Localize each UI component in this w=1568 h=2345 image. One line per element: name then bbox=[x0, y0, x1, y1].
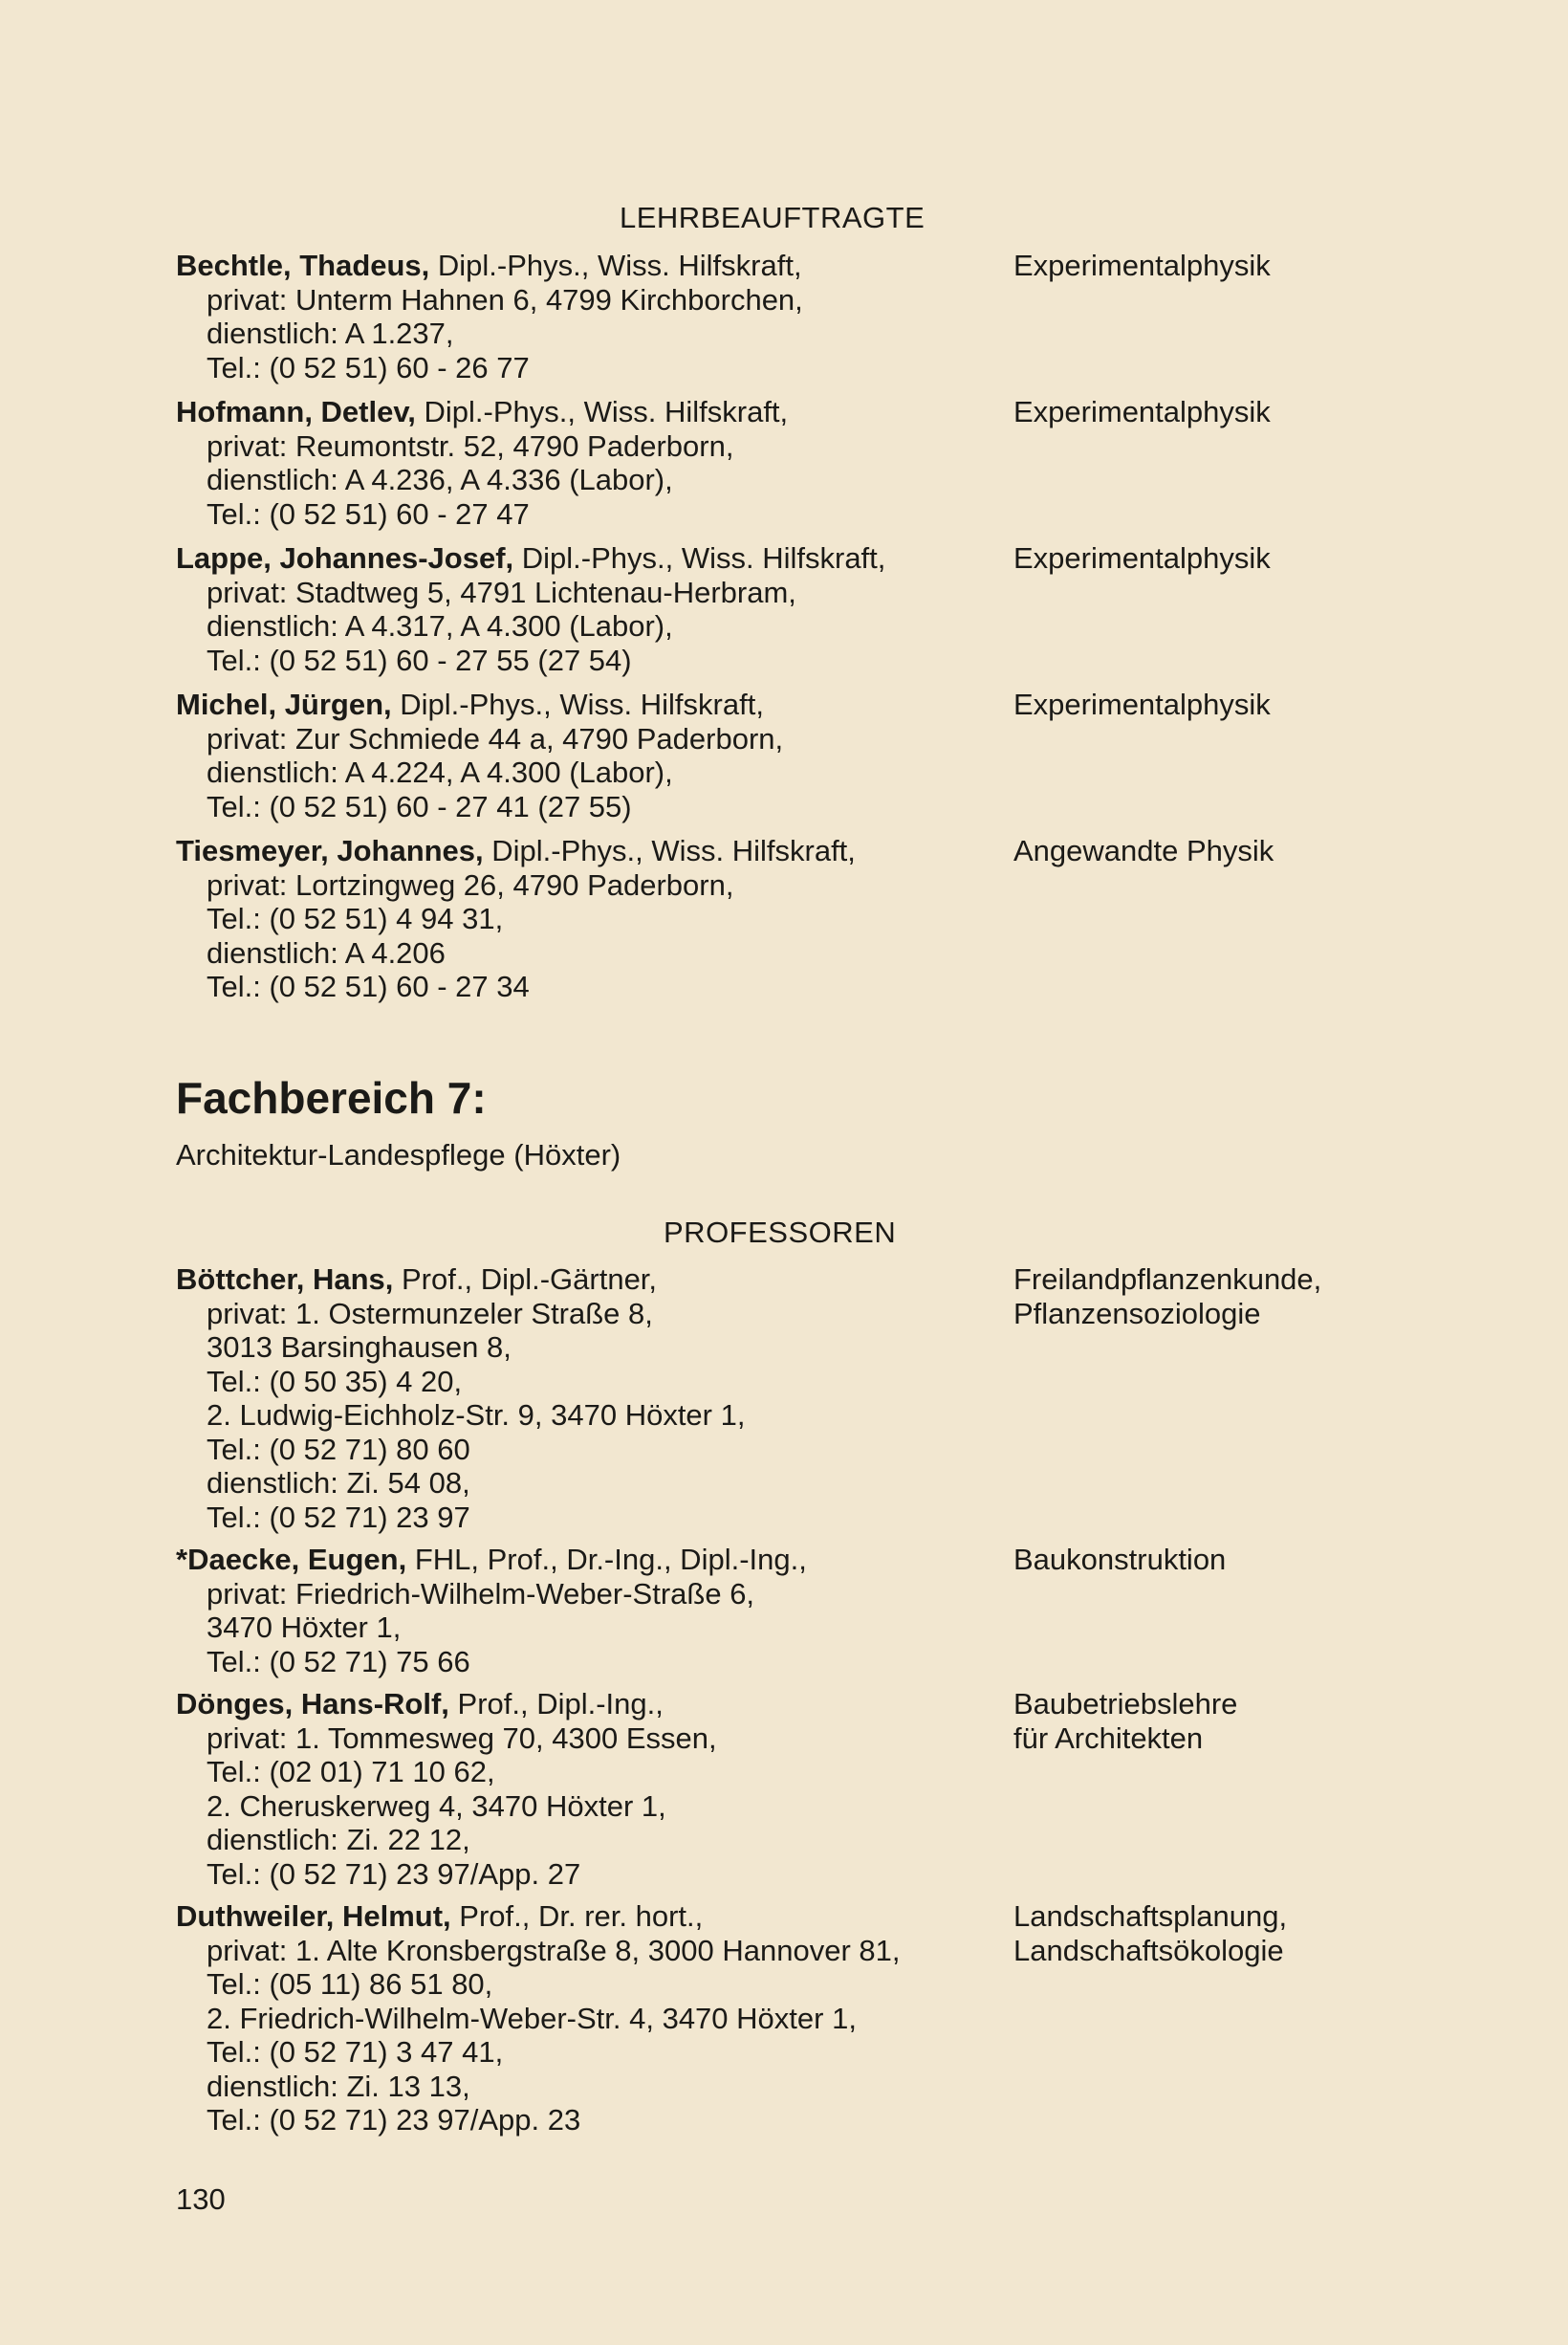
contact-line: privat: Zur Schmiede 44 a, 4790 Paderborn, bbox=[207, 721, 784, 756]
person-name: Hofmann, Detlev, bbox=[176, 395, 416, 428]
contact-line: dienstlich: Zi. 22 12, bbox=[207, 1823, 470, 1856]
entry-heading-line bbox=[176, 1262, 998, 1297]
entry-details bbox=[176, 1899, 998, 2137]
subject-line: Experimentalphysik bbox=[1013, 249, 1271, 282]
entry-heading-line bbox=[176, 1687, 998, 1721]
entry-details bbox=[176, 1543, 998, 1678]
person-title: Prof., Dr. rer. hort., bbox=[450, 1899, 704, 1933]
list-item bbox=[176, 395, 1514, 531]
subject-line: Baubetriebslehre bbox=[1013, 1687, 1238, 1720]
person-title: FHL, Prof., Dr.-Ing., Dipl.-Ing., bbox=[406, 1543, 807, 1576]
contact-line: privat: 1. Tommesweg 70, 4300 Essen, bbox=[207, 1720, 717, 1755]
list-item bbox=[176, 834, 1514, 1004]
subject-area bbox=[1013, 541, 1511, 576]
contact-line: Tel.: (0 52 71) 23 97/App. 23 bbox=[207, 2103, 581, 2137]
contact-line: privat: 1. Alte Kronsbergstraße 8, 3000 Hannover 81, bbox=[207, 1933, 901, 1967]
contact-line: Tel.: (0 52 71) 3 47 41, bbox=[207, 2035, 504, 2069]
subject-area bbox=[1013, 688, 1511, 722]
list-item bbox=[176, 1899, 1514, 2137]
contact-line: privat: Stadtweg 5, 4791 Lichtenau-Herbram, bbox=[207, 575, 796, 609]
contact-line: Tel.: (0 52 71) 23 97/App. 27 bbox=[207, 1856, 581, 1891]
person-name: Duthweiler, Helmut, bbox=[176, 1899, 451, 1933]
contact-line: Tel.: (0 52 71) 23 97 bbox=[207, 1500, 470, 1534]
contact-line: Tel.: (0 52 51) 60 - 27 34 bbox=[207, 970, 530, 1003]
contact-line: Tel.: (0 52 71) 80 60 bbox=[207, 1432, 470, 1466]
lehrbeauftragte-list bbox=[176, 249, 1514, 1004]
contact-line: Tel.: (0 52 51) 60 - 26 77 bbox=[207, 350, 530, 384]
contact-line: 2. Friedrich-Wilhelm-Weber-Str. 4, 3470 Höxter 1, bbox=[207, 2001, 857, 2035]
entry-heading-line bbox=[176, 1543, 998, 1577]
contact-line: Tel.: (0 50 35) 4 20, bbox=[207, 1364, 463, 1398]
professoren-list bbox=[176, 1262, 1514, 2137]
subject-line: Experimentalphysik bbox=[1013, 395, 1271, 428]
list-item bbox=[176, 541, 1514, 677]
person-title: Dipl.-Phys., Wiss. Hilfskraft, bbox=[483, 834, 856, 867]
subject-line: Freilandpflanzenkunde, bbox=[1013, 1262, 1322, 1296]
entry-details bbox=[176, 249, 998, 384]
fachbereich-subtitle: Architektur-Landespflege (Höxter) bbox=[176, 1138, 621, 1172]
contact-line: privat: Lortzingweg 26, 4790 Paderborn, bbox=[207, 867, 734, 902]
subject-line: Experimentalphysik bbox=[1013, 688, 1271, 721]
person-name: Lappe, Johannes-Josef, bbox=[176, 541, 514, 575]
subject-line: Experimentalphysik bbox=[1013, 541, 1271, 575]
subject-area bbox=[1013, 1262, 1511, 1330]
entry-details bbox=[176, 541, 998, 677]
person-title: Dipl.-Phys., Wiss. Hilfskraft, bbox=[429, 249, 802, 282]
person-name: Bechtle, Thadeus, bbox=[176, 249, 430, 282]
entry-details bbox=[176, 834, 998, 1004]
contact-line: dienstlich: A 4.317, A 4.300 (Labor), bbox=[207, 609, 673, 643]
contact-line: dienstlich: Zi. 54 08, bbox=[207, 1466, 470, 1500]
subject-line: Landschaftsökologie bbox=[1013, 1933, 1284, 1967]
fachbereich-title: Fachbereich 7: bbox=[176, 1073, 487, 1123]
subject-line: für Architekten bbox=[1013, 1720, 1204, 1755]
contact-line: Tel.: (0 52 51) 60 - 27 55 (27 54) bbox=[207, 643, 632, 677]
person-title: Dipl.-Phys., Wiss. Hilfskraft, bbox=[513, 541, 886, 575]
entry-details bbox=[176, 395, 998, 531]
subject-area bbox=[1013, 1899, 1511, 1967]
contact-line: privat: 1. Ostermunzeler Straße 8, bbox=[207, 1296, 653, 1330]
subject-area bbox=[1013, 1543, 1511, 1577]
subject-area bbox=[1013, 395, 1511, 429]
entry-heading-line bbox=[176, 395, 998, 429]
subject-area bbox=[1013, 834, 1511, 868]
entry-details bbox=[176, 1262, 998, 1534]
contact-line: Tel.: (0 52 71) 75 66 bbox=[207, 1644, 470, 1678]
list-item bbox=[176, 249, 1514, 384]
subject-line: Landschaftsplanung, bbox=[1013, 1899, 1288, 1933]
entry-heading-line bbox=[176, 834, 998, 868]
contact-line: privat: Friedrich-Wilhelm-Weber-Straße 6, bbox=[207, 1576, 755, 1611]
person-title: Prof., Dipl.-Gärtner, bbox=[393, 1262, 658, 1296]
contact-line: 2. Ludwig-Eichholz-Str. 9, 3470 Höxter 1, bbox=[207, 1398, 746, 1432]
list-item bbox=[176, 688, 1514, 823]
section-heading-lehrbeauftragte: LEHRBEAUFTRAGTE bbox=[620, 201, 926, 234]
contact-line: dienstlich: A 1.237, bbox=[207, 317, 454, 350]
subject-line: Angewandte Physik bbox=[1013, 834, 1274, 867]
subject-line: Pflanzensoziologie bbox=[1013, 1296, 1261, 1330]
contact-line: 3013 Barsinghausen 8, bbox=[207, 1330, 512, 1364]
person-name: Dönges, Hans-Rolf, bbox=[176, 1687, 449, 1720]
contact-line: dienstlich: A 4.236, A 4.336 (Labor), bbox=[207, 463, 673, 496]
entry-heading-line bbox=[176, 541, 998, 576]
contact-line: Tel.: (02 01) 71 10 62, bbox=[207, 1755, 495, 1788]
subject-area bbox=[1013, 1687, 1511, 1755]
list-item bbox=[176, 1262, 1514, 1534]
contact-line: privat: Unterm Hahnen 6, 4799 Kirchborchen, bbox=[207, 282, 803, 317]
contact-line: Tel.: (0 52 51) 60 - 27 47 bbox=[207, 496, 530, 531]
contact-line: 2. Cheruskerweg 4, 3470 Höxter 1, bbox=[207, 1788, 666, 1823]
entry-details bbox=[176, 688, 998, 823]
person-title: Dipl.-Phys., Wiss. Hilfskraft, bbox=[391, 688, 764, 721]
list-item bbox=[176, 1543, 1514, 1678]
contact-line: Tel.: (05 11) 86 51 80, bbox=[207, 1967, 493, 2001]
person-name: Böttcher, Hans, bbox=[176, 1262, 394, 1296]
entry-heading-line bbox=[176, 1899, 998, 1934]
person-title: Dipl.-Phys., Wiss. Hilfskraft, bbox=[415, 395, 789, 428]
entry-heading-line bbox=[176, 688, 998, 722]
section-heading-professoren: PROFESSOREN bbox=[664, 1216, 897, 1249]
person-name: Tiesmeyer, Johannes, bbox=[176, 834, 484, 867]
page-number: 130 bbox=[176, 2182, 226, 2216]
entry-details bbox=[176, 1687, 998, 1891]
contact-line: dienstlich: A 4.224, A 4.300 (Labor), bbox=[207, 756, 673, 789]
contact-line: dienstlich: Zi. 13 13, bbox=[207, 2069, 470, 2103]
subject-area bbox=[1013, 249, 1511, 283]
subject-line: Baukonstruktion bbox=[1013, 1543, 1227, 1576]
contact-line: dienstlich: A 4.206 bbox=[207, 935, 446, 970]
person-name: Michel, Jürgen, bbox=[176, 688, 392, 721]
contact-line: Tel.: (0 52 51) 60 - 27 41 (27 55) bbox=[207, 789, 632, 823]
contact-line: 3470 Höxter 1, bbox=[207, 1611, 402, 1644]
contact-line: Tel.: (0 52 51) 4 94 31, bbox=[207, 902, 504, 935]
entry-heading-line bbox=[176, 249, 998, 283]
contact-line: privat: Reumontstr. 52, 4790 Paderborn, bbox=[207, 428, 734, 463]
person-name: *Daecke, Eugen, bbox=[176, 1543, 407, 1576]
list-item bbox=[176, 1687, 1514, 1891]
person-title: Prof., Dipl.-Ing., bbox=[448, 1687, 664, 1720]
